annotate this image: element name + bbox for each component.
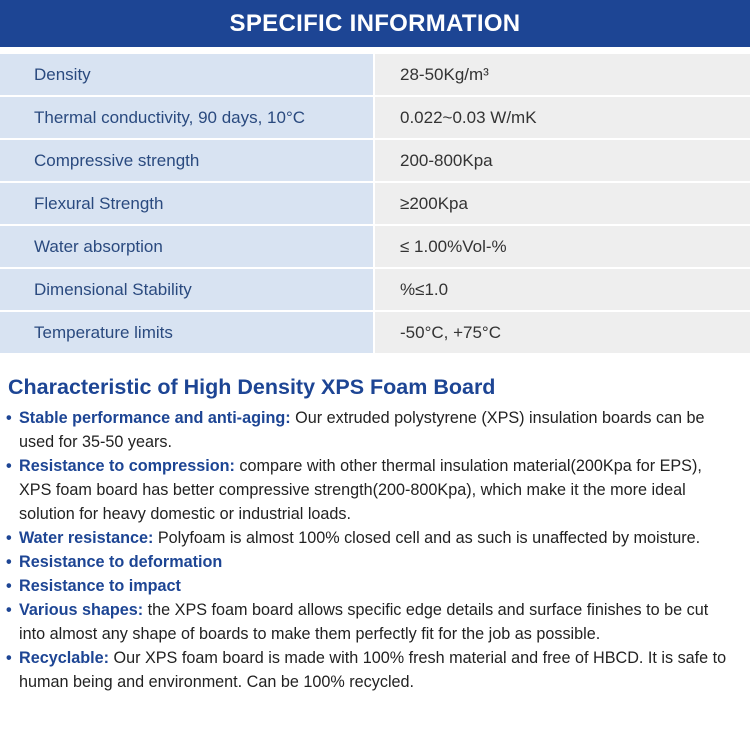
- list-item-heading: Resistance to impact: [19, 577, 181, 595]
- list-item: [6, 454, 736, 526]
- list-item-body: Polyfoam is almost 100% closed cell and as such is unaffected by moisture.: [153, 529, 701, 547]
- section-header: [0, 0, 750, 47]
- spec-label: Compressive strength: [0, 140, 373, 181]
- list-item-text: [19, 406, 736, 454]
- spec-label: Temperature limits: [0, 312, 373, 353]
- list-item-heading: Stable performance and anti-aging:: [19, 409, 291, 427]
- spec-label: Thermal conductivity, 90 days, 10°C: [0, 97, 373, 138]
- list-item: [6, 526, 736, 550]
- spec-label: Flexural Strength: [0, 183, 373, 224]
- characteristics-list: [6, 406, 750, 694]
- header-title: SPECIFIC INFORMATION: [229, 9, 521, 37]
- spec-label: Dimensional Stability: [0, 269, 373, 310]
- table-row: [0, 312, 750, 353]
- bullet-icon: •: [6, 457, 12, 475]
- list-item-body: Our XPS foam board is made with 100% fresh material and free of HBCD. It is safe to human being and environment. Can be 100% recycled.: [19, 649, 727, 691]
- spec-value: 28-50Kg/m³: [375, 54, 750, 95]
- list-item: [6, 406, 736, 454]
- list-item-text: [19, 574, 736, 598]
- table-row: [0, 183, 750, 224]
- table-row: [0, 269, 750, 310]
- list-item-body: the XPS foam board allows specific edge details and surface finishes to be cut into almost any shape of boards to make them perfectly fit for the job as possible.: [19, 601, 709, 643]
- list-item-text: [19, 598, 736, 646]
- bullet-icon: •: [6, 577, 12, 595]
- bullet-icon: •: [6, 601, 12, 619]
- spec-value: 0.022~0.03 W/mK: [375, 97, 750, 138]
- list-item-heading: Resistance to compression:: [19, 457, 235, 475]
- spec-value: ≤ 1.00%Vol-%: [375, 226, 750, 267]
- spec-label: Density: [0, 54, 373, 95]
- table-row: [0, 54, 750, 95]
- spec-value: 200-800Kpa: [375, 140, 750, 181]
- list-item: [6, 646, 736, 694]
- list-item-heading: Water resistance:: [19, 529, 154, 547]
- list-item: [6, 598, 736, 646]
- spec-value: ≥200Kpa: [375, 183, 750, 224]
- bullet-icon: •: [6, 409, 12, 427]
- list-item-text: [19, 526, 736, 550]
- list-item-body: Our extruded polystyrene (XPS) insulation boards can be used for 35-50 years.: [19, 409, 705, 451]
- list-item-heading: Resistance to deformation: [19, 553, 223, 571]
- bullet-icon: •: [6, 529, 12, 547]
- list-item-text: [19, 550, 736, 574]
- list-item: [6, 550, 736, 574]
- table-row: [0, 140, 750, 181]
- table-row: [0, 97, 750, 138]
- list-item-body: compare with other thermal insulation material(200Kpa for EPS), XPS foam board has better compressive strength(200-800Kpa), which make it the more ideal solution for heavy domestic or industrial loads.: [19, 457, 702, 523]
- bullet-icon: •: [6, 553, 12, 571]
- list-item-text: [19, 646, 736, 694]
- table-row: [0, 226, 750, 267]
- list-item: [6, 574, 736, 598]
- spec-value: %≤1.0: [375, 269, 750, 310]
- spec-table: [0, 54, 750, 353]
- list-item-heading: Various shapes:: [19, 601, 144, 619]
- characteristics-title: Characteristic of High Density XPS Foam Board: [8, 375, 496, 399]
- list-item-heading: Recyclable:: [19, 649, 109, 667]
- spec-value: -50°C, +75°C: [375, 312, 750, 353]
- list-item-text: [19, 454, 736, 526]
- bullet-icon: •: [6, 649, 12, 667]
- spec-label: Water absorption: [0, 226, 373, 267]
